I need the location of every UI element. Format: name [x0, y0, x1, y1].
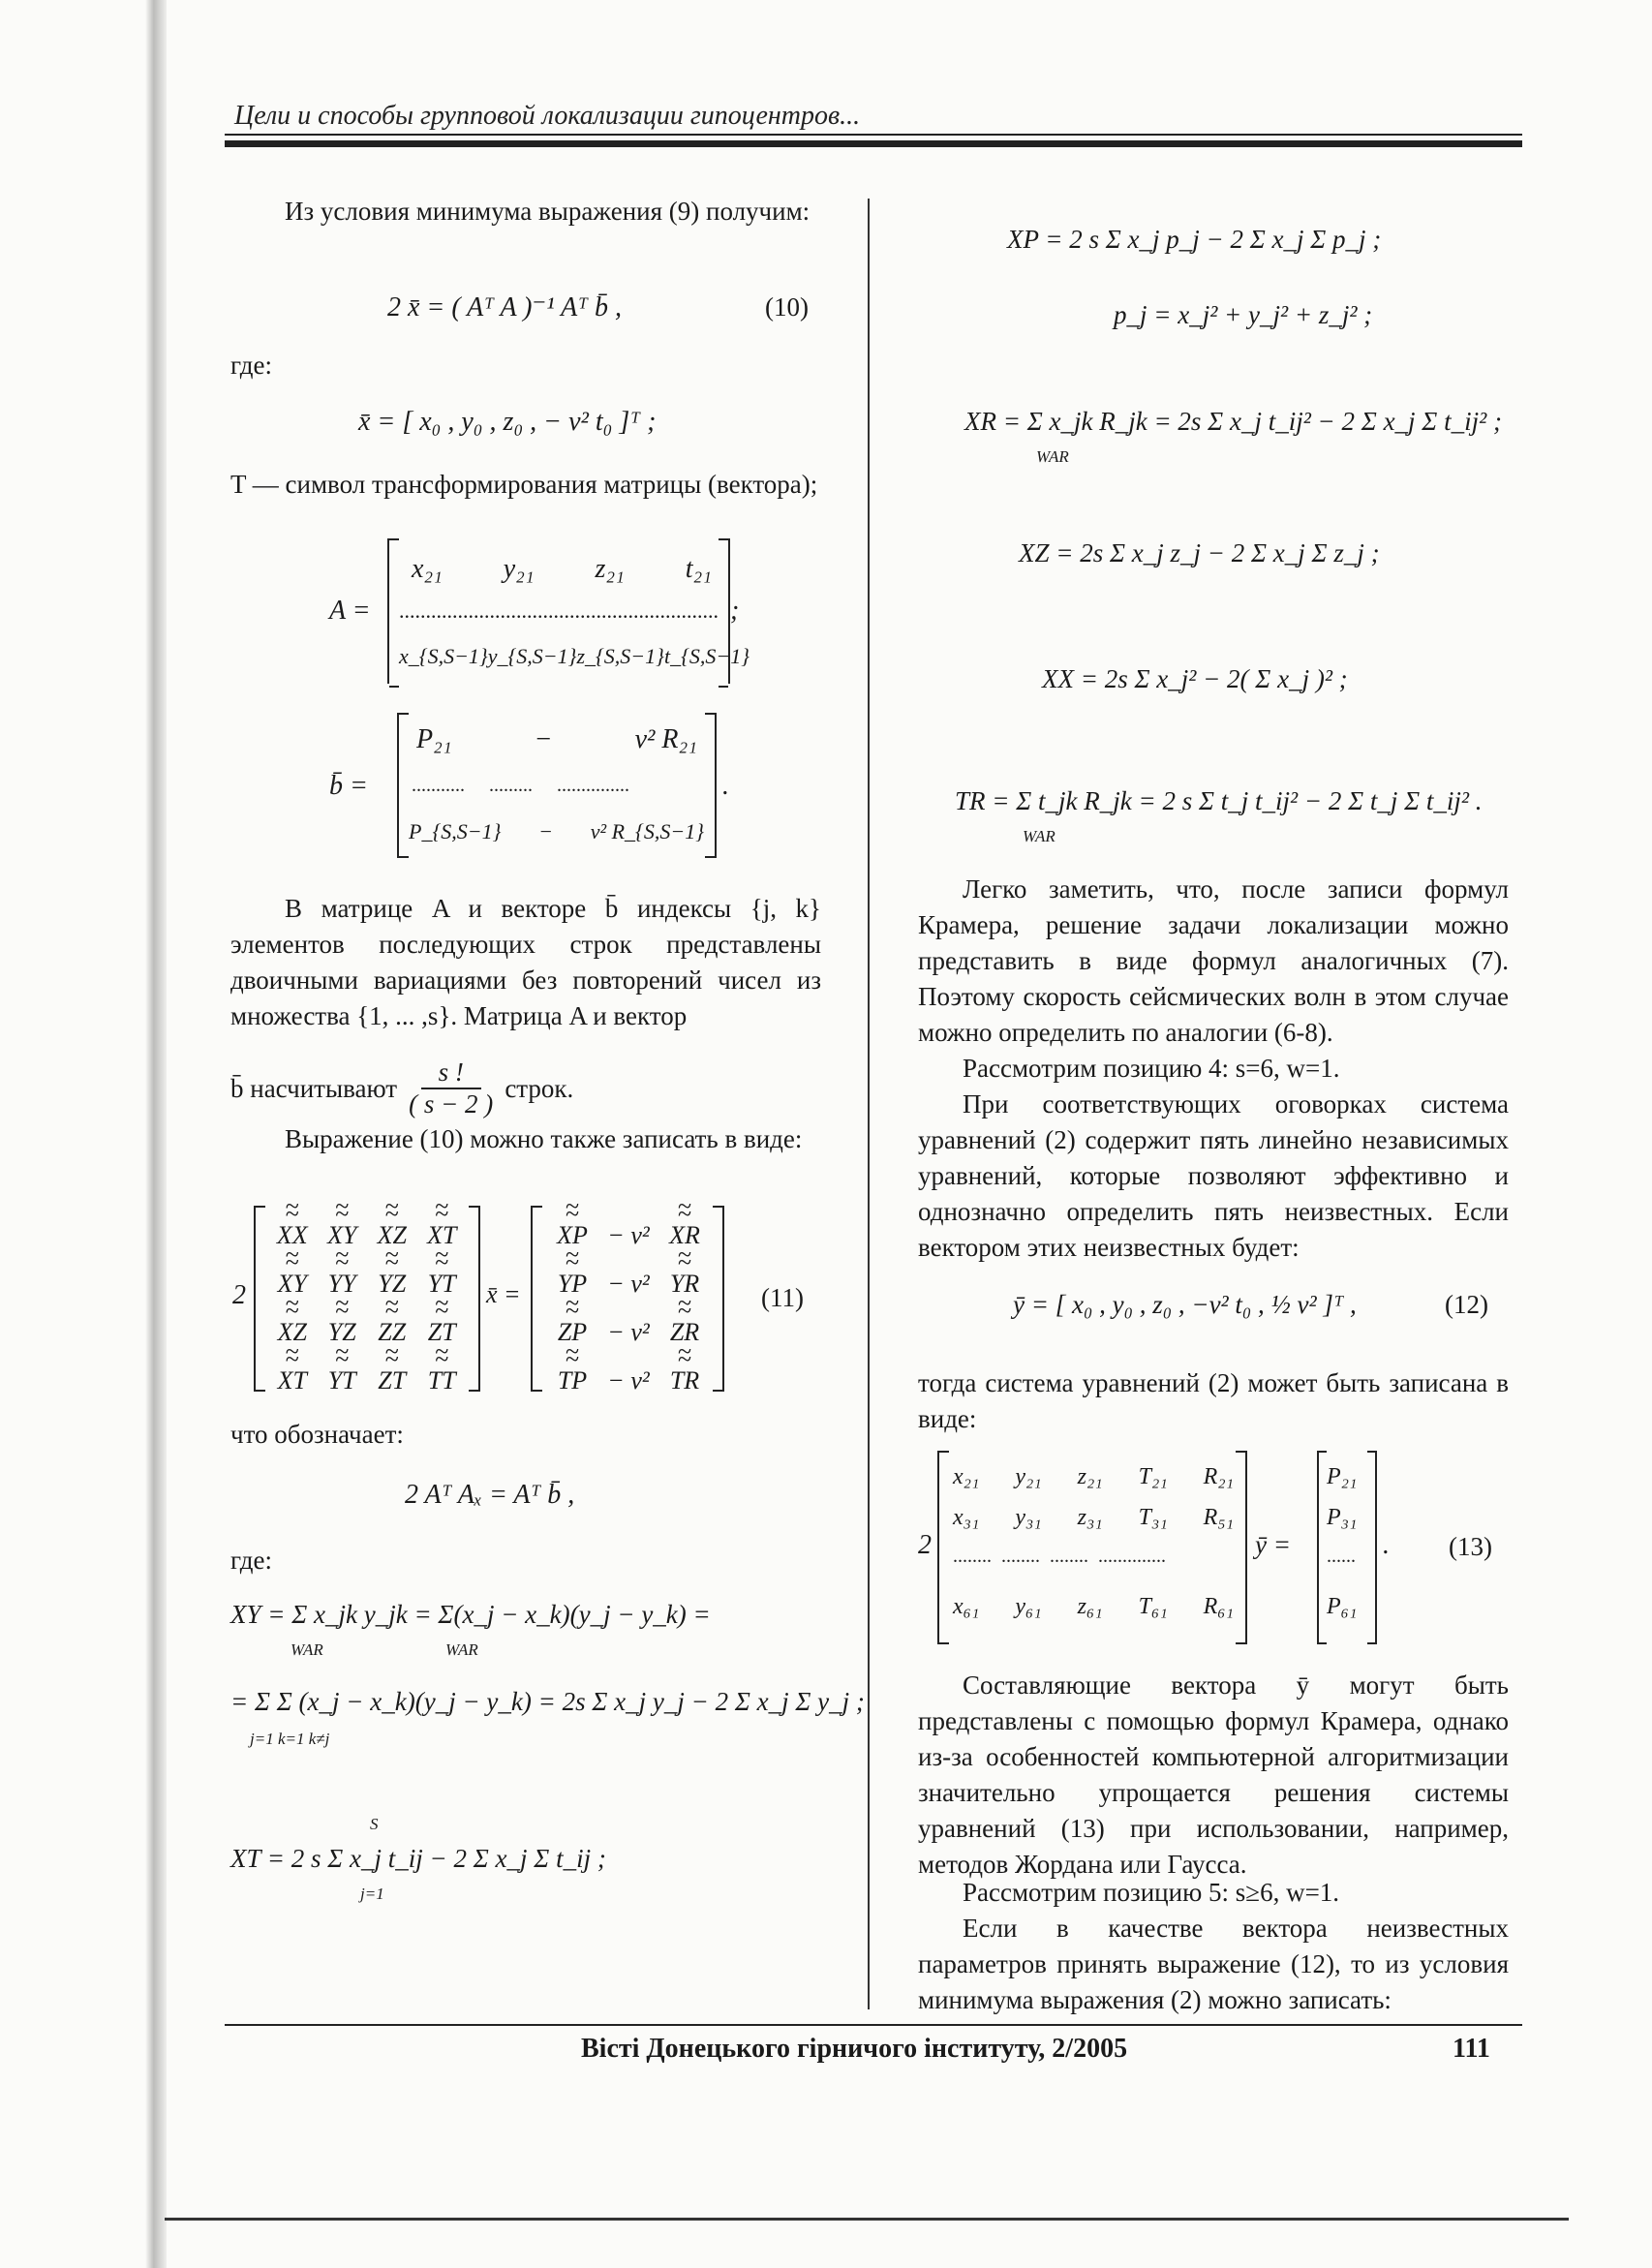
vector-cell: v² R₂₁ [634, 724, 697, 754]
equation-short: 2 Aᵀ Aₓ = Aᵀ b̄ , [405, 1480, 575, 1510]
matrix-cell: − v² [607, 1366, 650, 1395]
equation-12: ȳ = [ x₀ , y₀ , z₀ , −v² t₀ , ½ v² ]ᵀ , [1013, 1290, 1357, 1319]
war-subscript: WAR [291, 1640, 323, 1659]
eq11-x: x̄ = [486, 1280, 521, 1308]
xx-definition: XX = 2s Σ x_j² − 2( Σ x_j )² ; [1042, 664, 1348, 693]
paragraph: Легко заметить, что, после записи формул Крамера, решение задачи локализации можно представить в виде формул аналогичных (7). Поэтому скорость сейсмических волн в этом случае можно определить по аналогии (6-8). [918, 874, 1509, 1047]
matrix-cell: y₆₁ [1015, 1594, 1042, 1619]
xp-definition: XP = 2 s Σ x_j p_j − 2 Σ x_j Σ p_j ; [1007, 225, 1382, 254]
summation-limits: j=1 k=1 k≠j [250, 1730, 330, 1748]
fraction [409, 1057, 493, 1119]
scan-edge-line [165, 2218, 1569, 2221]
matrix-A-row-2 [399, 644, 750, 669]
eq13-end: . [1383, 1530, 1390, 1560]
matrix-A-label: A = [329, 596, 371, 626]
matrix-cell: T₃₁ [1138, 1505, 1168, 1530]
matrix-cell: ~ XR ~ [657, 1221, 713, 1250]
running-title: Цели и способы групповой локализации гипоцентров... [234, 101, 861, 131]
scan-shadow [145, 0, 167, 2268]
war-subscript: WAR [445, 1640, 478, 1659]
vector-cell: v² R_{S,S−1} [590, 819, 704, 843]
war-subscript: WAR [1036, 447, 1069, 466]
matrix-cell: ~ XX ~ [267, 1221, 318, 1250]
header-rule-thick [225, 140, 1522, 147]
xr-definition: XR = Σ x_jk R_jk = 2s Σ x_j t_ij² − 2 Σ x_j Σ t_ij² ; [964, 407, 1502, 436]
matrix-A-row-1 [412, 554, 712, 585]
matrix-cell: − v² [607, 1318, 650, 1346]
matrix-cell: y₂₁ [503, 554, 535, 584]
matrix-cell: t_{S,S−1} [663, 644, 750, 668]
eq13-y: ȳ = [1255, 1530, 1291, 1559]
matrix-cell: x_{S,S−1} [399, 644, 488, 668]
xz-definition: XZ = 2s Σ x_j z_j − 2 Σ x_j Σ z_j ; [1019, 538, 1380, 567]
rows-count-line [230, 1057, 573, 1119]
equation-number: (13) [1449, 1532, 1492, 1561]
eq13-row-1 [953, 1464, 1234, 1490]
equation-10: 2 x̄ = ( Aᵀ A )⁻¹ Aᵀ b̄ , [387, 292, 623, 322]
vector-b-label: b̄ = [329, 771, 368, 801]
tr-definition: TR = Σ t_jk R_jk = 2 s Σ t_j t_ij² − 2 Σ t_j Σ t_ij² . [955, 786, 1483, 815]
eq13-coefficient: 2 [918, 1530, 932, 1560]
matrix-cell: y₃₁ [1015, 1505, 1042, 1530]
header-rule-thin [225, 134, 1522, 136]
sum-lower-limit: j=1 [360, 1885, 384, 1903]
matrix-cell: y₂₁ [1015, 1464, 1042, 1489]
xy-definition-line-1: XY = Σ x_jk y_jk = Σ(x_j − x_k)(y_j − y_k) = [230, 1600, 711, 1629]
eq13-dots: ........ ........ ........ .............. [953, 1546, 1166, 1567]
paragraph: В матрице A и векторе b̄ индексы {j, k} элементов последующих строк представлены двоичными вариациями без повторений чисел из множества {1, ... ,s}. Матрица A и вектор [230, 894, 821, 1030]
matrix-cell: ~ YZ ~ [318, 1318, 368, 1347]
vector-cell: ...... [1327, 1546, 1356, 1567]
fraction-denominator: ( s − 2 ) [409, 1089, 494, 1119]
eq11-right-matrix [531, 1206, 724, 1395]
vector-cell: P₆₁ [1327, 1594, 1358, 1619]
matrix-cell: ~ XZ ~ [367, 1221, 417, 1250]
rows-count-prefix: b̄ насчитывают [230, 1073, 398, 1103]
page-number: 111 [1453, 2034, 1490, 2064]
journal-name: Вісті Донецького гірничого інституту, 2/2005 [581, 2034, 1128, 2064]
matrix-cell: ~ YR ~ [657, 1270, 713, 1299]
matrix-cell: ~ ZZ ~ [367, 1318, 417, 1347]
vector-cell: − [538, 819, 553, 843]
xt-definition: XT = 2 s Σ x_j t_ij − 2 Σ x_j Σ t_ij ; [230, 1844, 606, 1873]
matrix-cell: ~ XT ~ [417, 1221, 468, 1250]
equation-number: (10) [765, 292, 809, 322]
matrix-cell: ~ XY ~ [267, 1270, 318, 1299]
vector-cell: − [534, 724, 553, 754]
matrix-cell: t₂₁ [685, 554, 712, 584]
matrix-cell: T₂₁ [1138, 1464, 1168, 1489]
matrix-cell: − v² [607, 1221, 650, 1249]
vector-cell: P₂₁ [1327, 1464, 1358, 1489]
paragraph: При соответствующих оговорках система уравнений (2) содержит пять линейно независимых уравнений, которые позволяют эффективно и однозначно определить пять неизвестных. Если вектором этих неизвестных будет: [918, 1089, 1509, 1262]
matrix-cell: ~ ZT ~ [367, 1366, 417, 1395]
paragraph: Рассмотрим позицию 5: s≥6, w=1. [963, 1878, 1340, 1907]
left-column [230, 194, 821, 230]
matrix-cell: x₂₁ [953, 1464, 980, 1489]
matrix-cell: z₃₁ [1077, 1505, 1103, 1530]
matrix-cell: ~ YP ~ [544, 1270, 600, 1299]
matrix-cell: x₆₁ [953, 1594, 980, 1619]
fraction-numerator: s ! [421, 1057, 481, 1089]
matrix-cell: ~ TT ~ [417, 1366, 468, 1395]
matrix-cell: z₆₁ [1077, 1594, 1103, 1619]
eq13-matrix [937, 1451, 1247, 1644]
matrix-cell: R₂₁ [1203, 1464, 1234, 1489]
paragraph: T — символ трансформирования матрицы (вектора); [230, 470, 818, 499]
paragraph: что обозначает: [230, 1420, 404, 1449]
matrix-cell: z₂₁ [595, 554, 625, 584]
matrix-A-end: ; [730, 596, 740, 626]
vector-b-row-2 [409, 819, 704, 844]
matrix-cell: R₅₁ [1203, 1505, 1234, 1530]
eq13-row-3 [953, 1594, 1234, 1620]
matrix-cell: y_{S,S−1} [487, 644, 577, 668]
matrix-cell: ~ ZT ~ [417, 1318, 468, 1347]
eq11-left-grid [267, 1221, 467, 1395]
paragraph: Рассмотрим позицию 4: s=6, w=1. [963, 1054, 1340, 1083]
equation-number: (11) [761, 1283, 804, 1312]
matrix-cell: x₃₁ [953, 1505, 980, 1530]
matrix-cell: ~ YT ~ [417, 1270, 468, 1299]
matrix-cell: ~ YZ ~ [367, 1270, 417, 1299]
eq13-row-2 [953, 1505, 1234, 1531]
footer-rule [225, 2024, 1522, 2026]
matrix-cell: R₆₁ [1203, 1594, 1234, 1619]
matrix-cell: ~ XP ~ [544, 1221, 600, 1250]
eq11-right-grid [544, 1221, 713, 1395]
matrix-cell: ~ YT ~ [318, 1366, 368, 1395]
paragraph: Из условия минимума выражения (9) получим: [285, 197, 811, 226]
eq11-left-matrix [254, 1206, 480, 1395]
p-definition: p_j = x_j² + y_j² + z_j² ; [1114, 300, 1373, 329]
paragraph: Если в качестве вектора неизвестных параметров принять выражение (12), то из условия минимума выражения (2) можно записать: [918, 1914, 1509, 2014]
matrix-cell: − v² [607, 1270, 650, 1298]
matrix-cell: ~ XZ ~ [267, 1318, 318, 1347]
matrix-cell: T₆₁ [1138, 1594, 1168, 1619]
matrix-cell: x₂₁ [412, 554, 443, 584]
paragraph: Составляющие вектора ȳ могут быть представлены с помощью формул Крамера, однако из-за особенностей компьютерной алгоритмизации значительно упрощается решения системы уравнений (13) при использовании, например, методов Жордана или Гаусса. [918, 1670, 1509, 1879]
paragraph: Выражение (10) можно также записать в виде: [285, 1124, 803, 1153]
where-label: где: [230, 1546, 272, 1575]
matrix-A-dots: ............................................................ [399, 598, 719, 623]
rows-count-suffix: строк. [505, 1073, 574, 1103]
matrix-cell: ~ YY ~ [318, 1270, 368, 1299]
where-label: где: [230, 351, 272, 380]
vector-cell: P₂₁ [416, 724, 452, 754]
matrix-cell: ~ ZR ~ [657, 1318, 713, 1347]
column-divider [868, 199, 870, 2009]
matrix-cell: ~ XY ~ [318, 1221, 368, 1250]
vector-b-end: . [722, 771, 729, 801]
equation-number: (12) [1445, 1290, 1488, 1319]
xy-definition-line-2: = Σ Σ (x_j − x_k)(y_j − y_k) = 2s Σ x_j y_j − 2 Σ x_j Σ y_j ; [230, 1687, 865, 1716]
vector-cell: P_{S,S−1} [409, 819, 502, 843]
vector-b-row-1 [416, 724, 697, 755]
vector-cell: P₃₁ [1327, 1505, 1358, 1530]
matrix-cell: ~ TR ~ [657, 1366, 713, 1395]
sum-upper-limit: S [370, 1815, 379, 1833]
matrix-cell: z₂₁ [1077, 1464, 1103, 1489]
eq11-coefficient: 2 [232, 1280, 246, 1310]
matrix-cell: z_{S,S−1} [576, 644, 664, 668]
war-subscript: WAR [1023, 827, 1055, 845]
paragraph: тогда система уравнений (2) может быть записана в виде: [918, 1368, 1509, 1433]
matrix-cell: ~ XT ~ [267, 1366, 318, 1395]
matrix-cell: ~ TP ~ [544, 1366, 600, 1395]
matrix-cell: ~ ZP ~ [544, 1318, 600, 1347]
eq13-rhs-vector [1317, 1451, 1377, 1644]
x-vector-def: x̄ = [ x₀ , y₀ , z₀ , − v² t₀ ]ᵀ ; [358, 407, 657, 437]
vector-b-dots: ........... ......... ............... [412, 775, 629, 796]
